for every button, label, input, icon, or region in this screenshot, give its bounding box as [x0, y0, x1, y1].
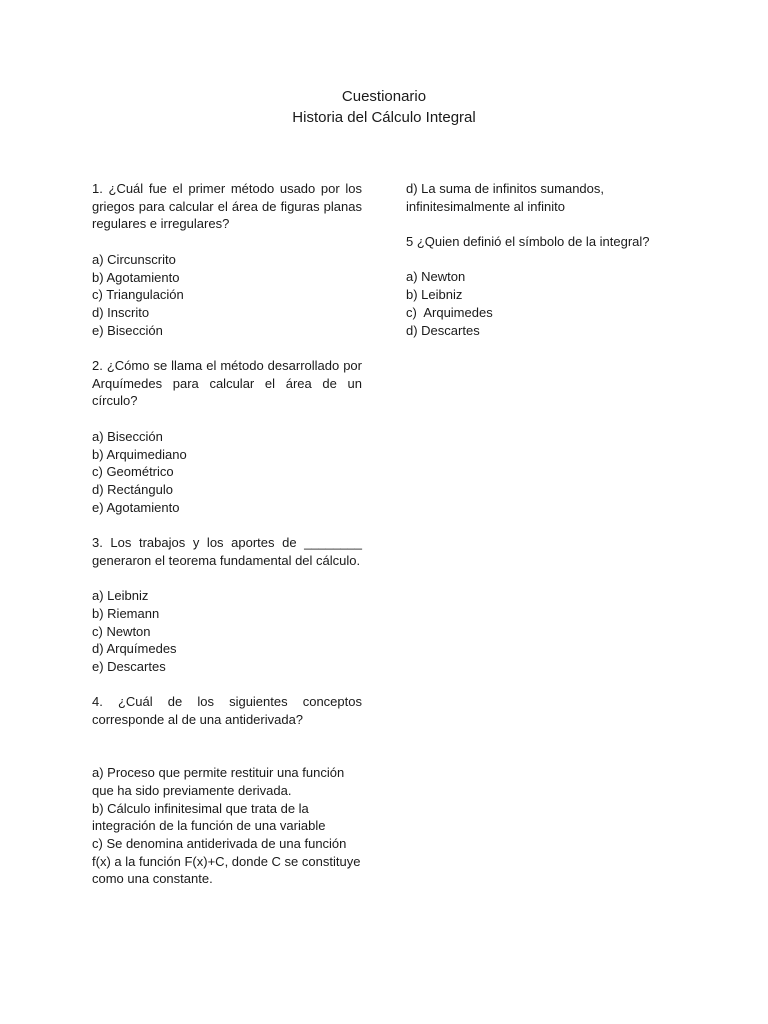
- question-3: [92, 534, 362, 676]
- answer-option: d) La suma de infinitos sumandos, infinitesimalmente al infinito: [406, 181, 608, 214]
- answer-option: c) Triangulación: [92, 287, 184, 303]
- answer-option: a) Leibniz: [92, 588, 149, 604]
- question-4: [92, 693, 365, 888]
- right-column: [406, 180, 696, 339]
- answer-option: d) Descartes: [406, 322, 480, 338]
- answer-option: b) Agotamiento: [92, 269, 180, 285]
- answer-option: d) Rectángulo: [92, 481, 173, 497]
- answer-options-continued: [406, 180, 696, 215]
- document-subtitle: Historia del Cálculo Integral: [292, 109, 476, 126]
- answer-option: a) Proceso que permite restituir una función que ha sido previamente derivada.: [92, 765, 348, 798]
- answer-option: b) Riemann: [92, 605, 160, 621]
- answer-option: c) Se denomina antiderivada de una función f(x) a la función F(x)+C, donde C se constituye como una constante.: [92, 835, 365, 887]
- answer-option: a) Circunscrito: [92, 251, 176, 267]
- question-text: 4. ¿Cuál de los siguientes conceptos corresponde al de una antiderivada?: [92, 694, 362, 727]
- answer-option: c) Newton: [92, 623, 151, 639]
- answer-options: [92, 251, 362, 340]
- answer-option: c) Arquimedes: [406, 304, 493, 320]
- answer-option: e) Descartes: [92, 658, 166, 674]
- answer-option: d) Arquímedes: [92, 641, 177, 657]
- answer-options: [92, 764, 365, 888]
- answer-options: [406, 268, 696, 339]
- question-5: [406, 233, 696, 339]
- answer-options: [92, 428, 362, 517]
- answer-option: e) Agotamiento: [92, 499, 180, 515]
- document-title: Cuestionario: [341, 88, 427, 105]
- question-2: [92, 357, 362, 516]
- question-1: [92, 180, 362, 339]
- answer-option: a) Bisección: [92, 428, 163, 444]
- question-text: 5 ¿Quien definió el símbolo de la integral?: [406, 234, 650, 250]
- answer-option: b) Arquimediano: [92, 446, 187, 462]
- left-column: [92, 180, 365, 888]
- answer-options: [92, 587, 362, 676]
- answer-option: b) Leibniz: [406, 287, 463, 303]
- answer-option: e) Bisección: [92, 322, 163, 338]
- question-text: 1. ¿Cuál fue el primer método usado por los griegos para calcular el área de figuras planas regulares e irregulares?: [92, 181, 362, 232]
- answer-option: d) Inscrito: [92, 304, 150, 320]
- answer-option: a) Newton: [406, 269, 466, 285]
- answer-option: b) Cálculo infinitesimal que trata de la integración de la función de una variable: [92, 800, 326, 834]
- question-text: 3. Los trabajos y los aportes de ________ generaron el teorema fundamental del cálculo.: [92, 535, 362, 568]
- answer-option: c) Geométrico: [92, 464, 174, 480]
- question-text: 2. ¿Cómo se llama el método desarrollado por Arquímedes para calcular el área de un círculo?: [92, 358, 362, 409]
